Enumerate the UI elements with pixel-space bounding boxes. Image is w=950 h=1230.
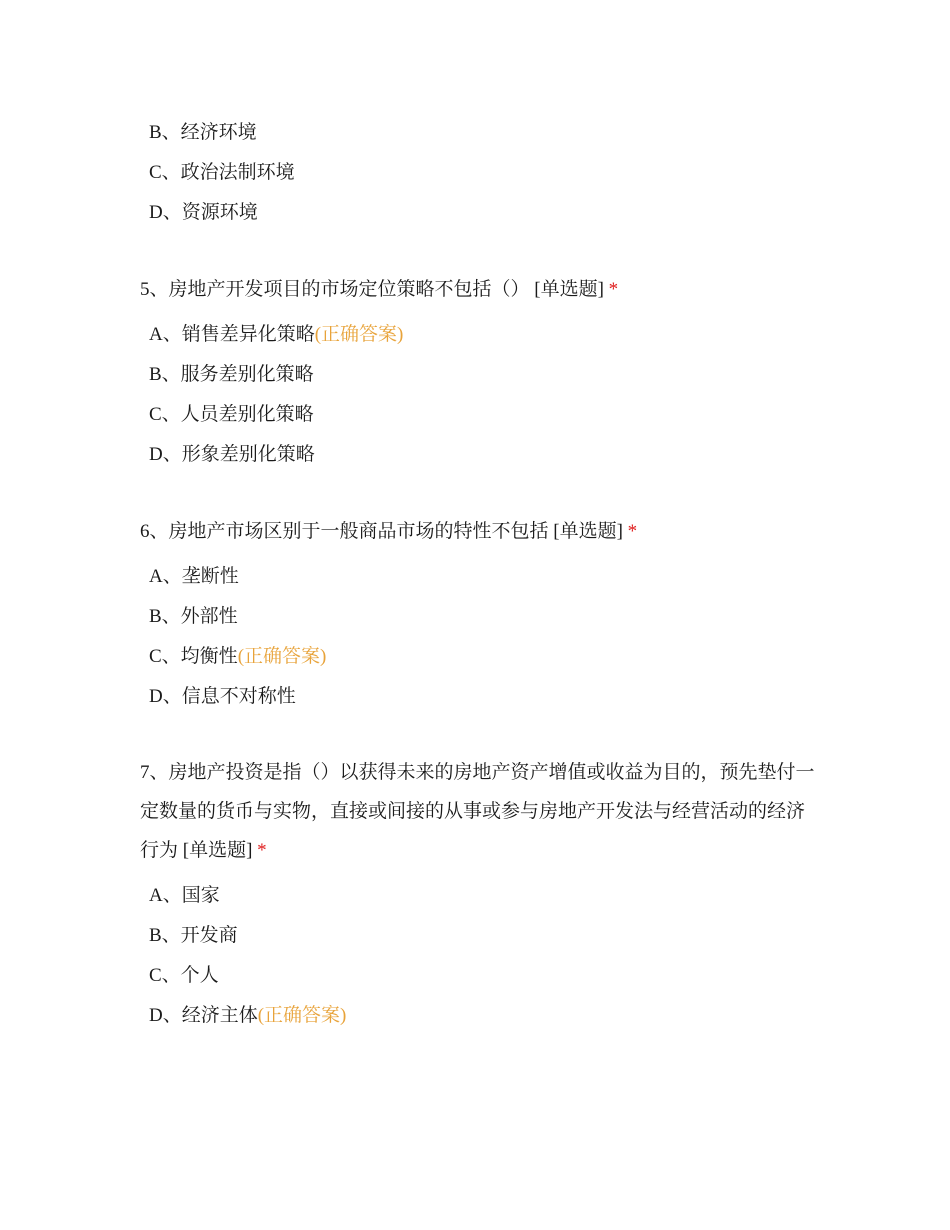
question-text: 6、房地产市场区别于一般商品市场的特性不包括 [单选题] (140, 521, 623, 542)
question-text: 7、房地产投资是指（）以获得未来的房地产资产增值或收益为目的，预先垫付一定数量的货币与实物，直接或间接的从事或参与房地产开发法与经营活动的经济行为 [单选题] (140, 762, 815, 861)
correct-answer-tag: (正确答案) (257, 1005, 347, 1026)
question-5-title (140, 270, 820, 309)
option-label: C、政治法制环境 (149, 162, 295, 183)
question-6-title (140, 512, 820, 551)
question-5 (140, 270, 820, 475)
question-7-title (140, 753, 820, 870)
option-7a[interactable] (140, 876, 820, 916)
option-6c[interactable] (140, 637, 820, 677)
option-label: D、信息不对称性 (149, 686, 296, 707)
option-label: A、国家 (149, 885, 220, 906)
question-7 (140, 753, 820, 1036)
correct-answer-tag: (正确答案) (237, 646, 327, 667)
option-label: C、个人 (149, 965, 219, 986)
question-6 (140, 512, 820, 717)
option-label: A、销售差异化策略 (149, 324, 315, 345)
option-label: B、外部性 (149, 606, 238, 627)
required-mark: * (257, 840, 267, 861)
option-4c[interactable] (140, 153, 820, 193)
option-5d[interactable] (140, 435, 820, 475)
option-4d[interactable] (140, 193, 820, 233)
option-label: A、垄断性 (149, 566, 239, 587)
option-5a[interactable] (140, 315, 820, 355)
option-6a[interactable] (140, 557, 820, 597)
question-4-options-continued (140, 113, 820, 233)
required-mark: * (608, 279, 619, 300)
option-7b[interactable] (140, 916, 820, 956)
option-7d[interactable] (140, 996, 820, 1036)
option-7c[interactable] (140, 956, 820, 996)
option-label: D、形象差别化策略 (149, 444, 315, 465)
option-4b[interactable] (140, 113, 820, 153)
option-label: B、服务差别化策略 (149, 364, 314, 385)
option-label: B、开发商 (149, 925, 238, 946)
question-text: 5、房地产开发项目的市场定位策略不包括（） [单选题] (140, 279, 604, 300)
option-5b[interactable] (140, 355, 820, 395)
option-label: C、均衡性 (149, 646, 238, 667)
option-6d[interactable] (140, 677, 820, 717)
option-label: B、经济环境 (149, 122, 257, 143)
option-6b[interactable] (140, 597, 820, 637)
correct-answer-tag: (正确答案) (314, 324, 404, 345)
option-label: C、人员差别化策略 (149, 404, 314, 425)
option-5c[interactable] (140, 395, 820, 435)
option-label: D、资源环境 (149, 202, 258, 223)
required-mark: * (627, 521, 638, 542)
option-label: D、经济主体 (149, 1005, 258, 1026)
